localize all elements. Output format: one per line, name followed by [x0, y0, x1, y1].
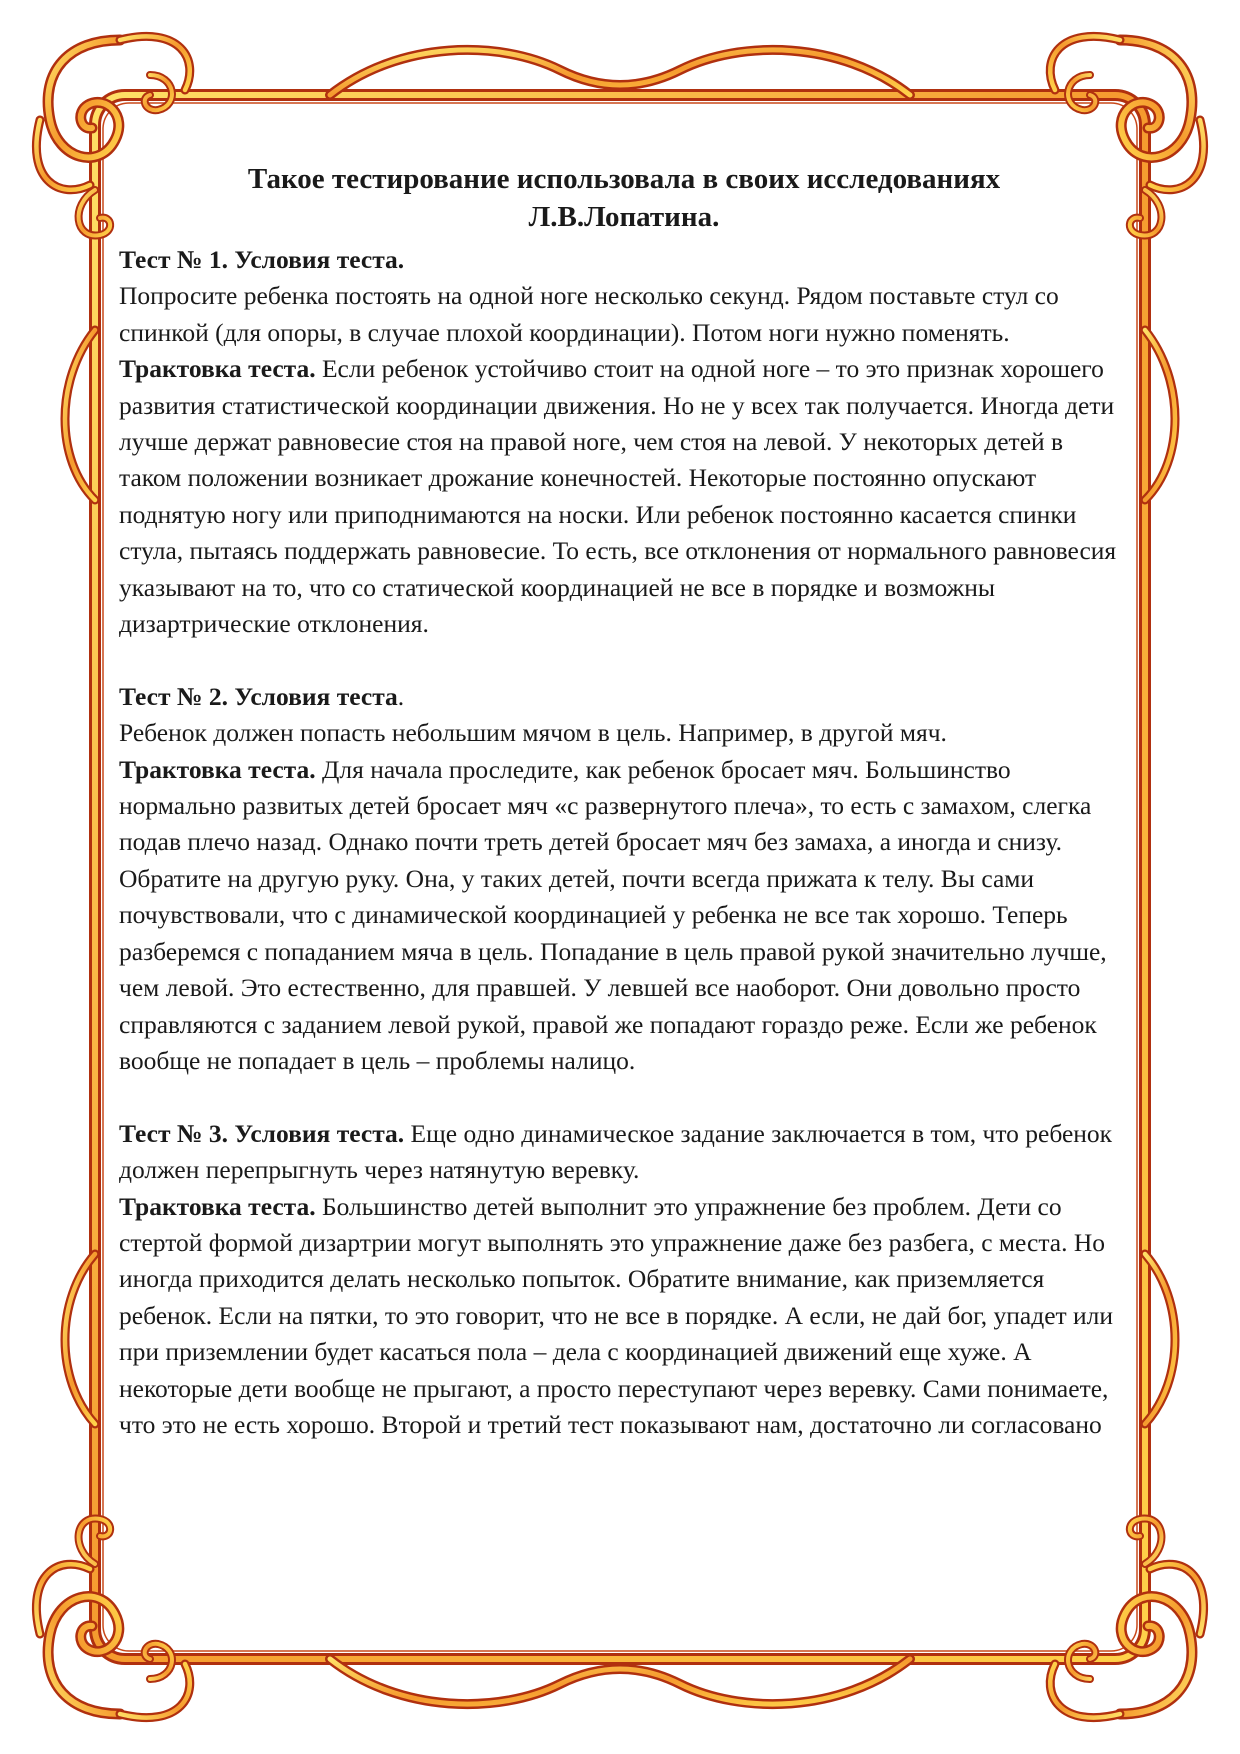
test-3-section	[119, 1116, 1129, 1444]
title-line-1: Такое тестирование использовала в своих исследованиях	[247, 163, 1001, 195]
test-1-interpretation	[119, 351, 1129, 642]
test-2-interpretation	[119, 752, 1129, 1080]
title-line-2: Л.В.Лопатина.	[528, 201, 720, 233]
test-3-interpretation	[119, 1189, 1129, 1444]
document-title	[119, 160, 1129, 236]
test-1-heading	[119, 242, 1129, 278]
corner-ornament-bottom-right	[1050, 1519, 1203, 1718]
section-spacer	[119, 1079, 1129, 1115]
test-2-heading	[119, 679, 1129, 715]
test-1-interpretation-text: Если ребенок устойчиво стоит на одной ноге – то это признак хорошего развития статистической координации движения. Но не у всех так получается. Иногда дети лучше держат равновесие стоя на правой ноге, чем стоя на левой. У некоторых детей в таком положении возникает дрожание конечностей. Некоторые постоянно опускают поднятую ногу или приподнимаются на носки. Или ребенок постоянно касается спинки стула, пытаясь поддержать равновесие. То есть, все отклонения от нормального равновесия указывают на то, что со статической координацией не все в порядке и возможны дизартрические отклонения.	[119, 354, 1117, 639]
top-edge-ornament	[330, 50, 910, 95]
test-3-condition: Еще одно динамическое задание заключается в том, что ребенок должен перепрыгнуть через натянутую веревку.	[119, 1118, 1113, 1185]
test-1-interpretation-label: Трактовка теста.	[119, 354, 316, 384]
test-3-interpretation-label: Трактовка теста.	[119, 1191, 316, 1221]
document-body	[119, 160, 1129, 1443]
test-2-interpretation-text: Для начала проследите, как ребенок бросает мяч. Большинство нормально развитых детей бросает мяч «с развернутого плеча», то есть с замахом, слегка подав плечо назад. Однако почти треть детей бросает мяч без замаха, а иногда и снизу. Обратите на другую руку. Она, у таких детей, почти всегда прижата к телу. Вы сами почувствовали, что с динамической координацией у ребенка не все так хорошо. Теперь разберемся с попаданием мяча в цель. Попадание в цель правой рукой значительно лучше, чем левой. Это естественно, для правшей. У левшей все наоборот. Они довольно просто справляются с заданием левой рукой, правой же попадают гораздо реже. Если же ребенок вообще не попадает в цель – проблемы налицо.	[119, 754, 1107, 1075]
test-1-section	[119, 242, 1129, 642]
test-3-interpretation-text: Большинство детей выполнит это упражнение без проблем. Дети со стертой формой дизартрии могут выполнять это упражнение даже без разбега, с места. Но иногда приходится делать несколько попыток. Обратите внимание, как приземляется ребенок. Если на пятки, то это говорит, что не все в порядке. А если, не дай бог, упадет или при приземлении будет касаться пола – дела с координацией движений еще хуже. А некоторые дети вообще не прыгают, а просто переступают через веревку. Сами понимаете, что это не есть хорошо. Второй и третий тест показывают нам, достаточно ли согласовано	[119, 1191, 1114, 1439]
bottom-edge-ornament	[330, 1659, 910, 1704]
test-3-heading-text: Тест № 3. Условия теста.	[119, 1118, 405, 1148]
section-spacer	[119, 642, 1129, 678]
test-1-condition: Попросите ребенка постоять на одной ноге несколько секунд. Рядом поставьте стул со спинкой (для опоры, в случае плохой координации). Потом ноги нужно поменять.	[119, 281, 1059, 347]
test-2-heading-tail: .	[397, 681, 405, 711]
test-2-section	[119, 679, 1129, 1079]
test-2-heading-text: Тест № 2. Условия теста	[119, 681, 398, 711]
test-1-heading-text: Тест № 1. Условия теста.	[119, 245, 405, 274]
test-2-interpretation-label: Трактовка теста.	[119, 754, 316, 784]
test-2-condition: Ребенок должен попасть небольшим мячом в цель. Например, в другой мяч.	[119, 718, 947, 748]
test-3-heading	[119, 1116, 1129, 1189]
corner-ornament-bottom-left	[36, 1519, 189, 1718]
